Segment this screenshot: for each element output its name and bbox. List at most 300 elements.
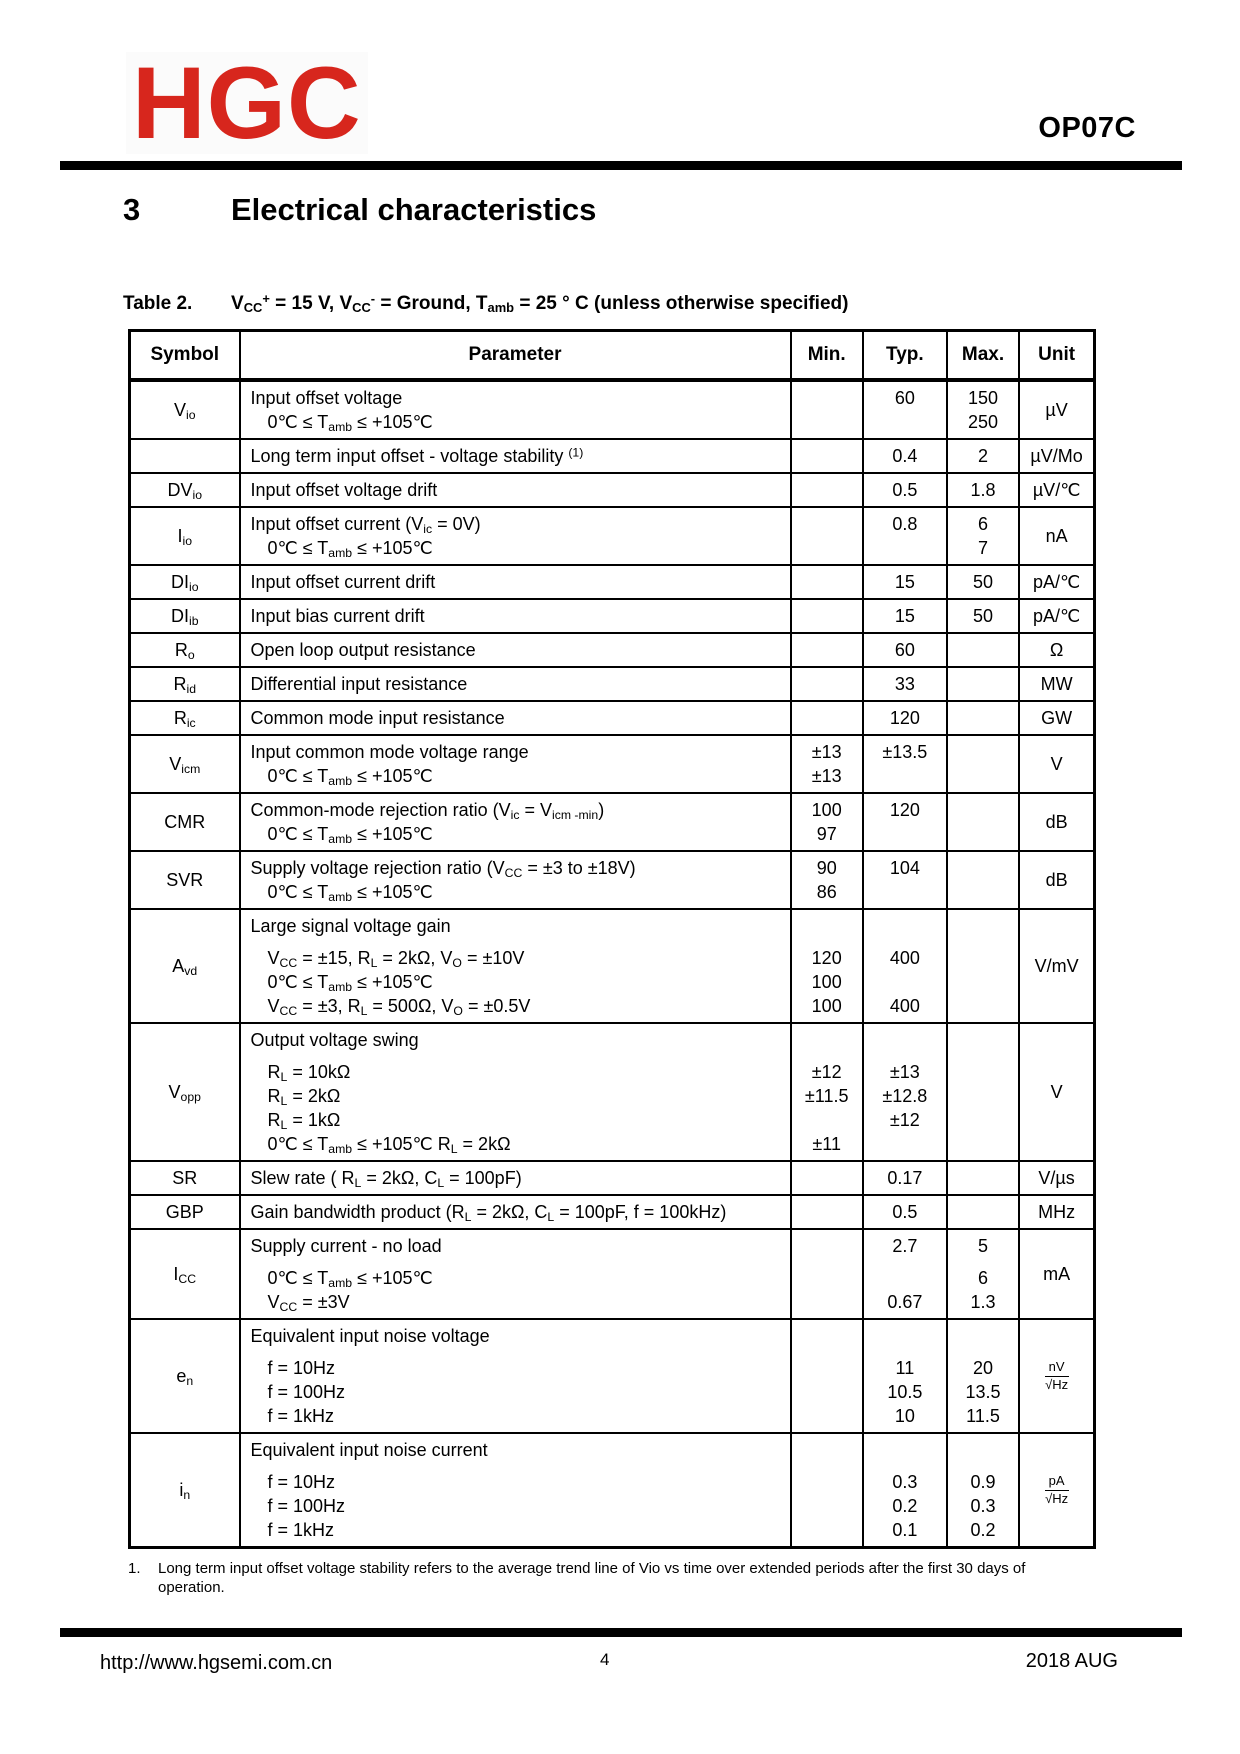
value-line xyxy=(795,1404,859,1428)
column-header-unit: Unit xyxy=(1019,331,1094,381)
value-line: ±11 xyxy=(812,1134,841,1154)
parameter-line: Input offset voltage xyxy=(250,388,403,408)
value-line xyxy=(951,822,1015,846)
unit-cell: GW xyxy=(1019,701,1094,735)
table-row xyxy=(130,1229,1095,1319)
parameter-line: 0℃ ≤ $T_{amb}$ ≤ +105℃ xyxy=(267,1268,433,1291)
max-cell xyxy=(947,701,1019,735)
unit-fraction: $\frac{nV}{√Hz}$ xyxy=(1045,1358,1069,1392)
parameter-cell xyxy=(240,1229,791,1319)
unit-cell: nA xyxy=(1019,507,1094,565)
parameter-line: 0℃ ≤ $T_{amb}$ ≤ +105℃ xyxy=(267,538,433,561)
table-row xyxy=(130,1319,1095,1433)
value-line xyxy=(795,512,859,536)
value-line xyxy=(795,570,859,594)
spec-table xyxy=(128,329,1096,1549)
min-cell xyxy=(791,439,863,473)
max-cell xyxy=(947,633,1019,667)
parameter-line: Large signal voltage gain xyxy=(250,916,451,936)
table-row xyxy=(130,507,1095,565)
unit-cell: µV/℃ xyxy=(1019,473,1094,507)
max-cell xyxy=(947,1433,1019,1548)
value-line: 250 xyxy=(968,412,999,432)
value-line: 7 xyxy=(978,538,989,558)
parameter-line: 0℃ ≤ $T_{amb}$ ≤ +105℃ xyxy=(267,972,433,995)
symbol-cell: $DI_{ib}$ xyxy=(130,599,240,633)
value-line: 0.5 xyxy=(892,1202,918,1222)
value-line: ±12 xyxy=(889,1110,920,1130)
typ-cell xyxy=(863,1229,947,1319)
min-cell xyxy=(791,1433,863,1548)
value-line xyxy=(951,946,1015,970)
value-line xyxy=(795,914,859,938)
footer-rule xyxy=(60,1628,1182,1637)
value-line: 100 xyxy=(811,972,842,992)
value-line xyxy=(867,536,943,560)
typ-cell xyxy=(863,1433,947,1548)
value-line: 11.5 xyxy=(966,1406,1000,1426)
parameter-cell xyxy=(240,1433,791,1548)
value-line: 0.1 xyxy=(892,1520,918,1540)
unit-cell: V/µs xyxy=(1019,1161,1094,1195)
unit-cell: MHz xyxy=(1019,1195,1094,1229)
table-row xyxy=(130,1161,1095,1195)
value-line: 20 xyxy=(973,1358,994,1378)
typ-cell xyxy=(863,473,947,507)
parameter-cell xyxy=(240,565,791,599)
symbol-cell: $V_{opp}$ xyxy=(130,1023,240,1161)
max-cell xyxy=(947,1229,1019,1319)
table-row xyxy=(130,380,1095,439)
column-header-typ: Typ. xyxy=(863,331,947,381)
value-line xyxy=(951,1084,1015,1108)
parameter-line: Equivalent input noise current xyxy=(250,1440,488,1460)
value-line: 0.5 xyxy=(892,480,918,500)
max-cell xyxy=(947,565,1019,599)
min-cell xyxy=(791,909,863,1023)
value-line xyxy=(795,1266,859,1290)
symbol-cell: $i_n$ xyxy=(130,1433,240,1548)
value-line xyxy=(795,410,859,434)
typ-cell xyxy=(863,1161,947,1195)
value-line xyxy=(867,410,943,434)
value-line xyxy=(951,970,1015,994)
max-cell xyxy=(947,793,1019,851)
table-row xyxy=(130,599,1095,633)
symbol-cell xyxy=(130,439,240,473)
unit-cell: mA xyxy=(1019,1229,1094,1319)
parameter-line: Supply current - no load xyxy=(250,1236,442,1256)
unit-cell xyxy=(1019,1433,1094,1548)
symbol-cell: $A_{vd}$ xyxy=(130,909,240,1023)
table-caption xyxy=(123,293,848,315)
value-line: 100 xyxy=(811,996,842,1016)
value-line: ±13 xyxy=(889,1062,920,1082)
max-cell xyxy=(947,507,1019,565)
value-line xyxy=(951,1200,1015,1224)
parameter-line: Common-mode rejection ratio $(V_{ic} = V_{icm -min})$ xyxy=(250,800,605,823)
value-line: 0.3 xyxy=(892,1472,918,1492)
footer-page-number: 4 xyxy=(600,1650,610,1669)
parameter-line: Output voltage swing xyxy=(250,1030,419,1050)
parameter-cell xyxy=(240,473,791,507)
typ-cell xyxy=(863,735,947,793)
typ-cell xyxy=(863,1319,947,1433)
value-line xyxy=(951,638,1015,662)
value-line: 0.2 xyxy=(970,1520,996,1540)
symbol-cell: $R_o$ xyxy=(130,633,240,667)
max-cell xyxy=(947,599,1019,633)
footnote xyxy=(128,1560,1096,1598)
symbol-cell: SR xyxy=(130,1161,240,1195)
typ-cell xyxy=(863,851,947,909)
parameter-line: f = 100Hz xyxy=(267,1496,346,1516)
max-cell xyxy=(947,1195,1019,1229)
table-area xyxy=(128,329,1096,1598)
max-cell xyxy=(947,439,1019,473)
parameter-cell xyxy=(240,1319,791,1433)
min-cell xyxy=(791,851,863,909)
symbol-cell: $V_{io}$ xyxy=(130,380,240,439)
value-line xyxy=(867,880,943,904)
value-line: 1.8 xyxy=(970,480,996,500)
parameter-line: f = 10Hz xyxy=(267,1472,336,1492)
value-line xyxy=(795,1470,859,1494)
value-line xyxy=(951,1060,1015,1084)
typ-cell xyxy=(863,439,947,473)
max-cell xyxy=(947,851,1019,909)
footer-url: http://www.hgsemi.com.cn xyxy=(100,1652,333,1674)
value-line: 50 xyxy=(973,606,994,626)
value-line xyxy=(795,1356,859,1380)
value-line xyxy=(951,856,1015,880)
column-header-min: Min. xyxy=(791,331,863,381)
unit-cell xyxy=(1019,1319,1094,1433)
value-line xyxy=(867,1324,943,1348)
min-cell xyxy=(791,633,863,667)
parameter-line: Gain bandwidth product ($R_L = 2k\Omega$, $C_L = 100pF$, f = 100kHz) xyxy=(250,1202,727,1225)
parameter-line: Input offset current $(V_{ic} = 0V)$ xyxy=(250,514,481,537)
value-line: 120 xyxy=(811,948,842,968)
table-header-row xyxy=(130,331,1095,381)
value-line xyxy=(795,604,859,628)
value-line xyxy=(867,822,943,846)
min-cell xyxy=(791,1229,863,1319)
unit-cell: pA/℃ xyxy=(1019,599,1094,633)
value-line xyxy=(951,672,1015,696)
max-cell xyxy=(947,473,1019,507)
value-line: 120 xyxy=(889,708,920,728)
value-line: 0.67 xyxy=(887,1292,923,1312)
parameter-line: 0℃ ≤ $T_{amb}$ ≤ +105℃ xyxy=(267,766,433,789)
max-cell xyxy=(947,380,1019,439)
parameter-cell xyxy=(240,507,791,565)
parameter-line: Long term input offset - voltage stability $^{(1)}$ xyxy=(250,445,584,466)
table-caption-label: Table 2. xyxy=(123,293,193,314)
value-line xyxy=(951,994,1015,1018)
typ-cell xyxy=(863,633,947,667)
value-line: 400 xyxy=(889,948,920,968)
unit-cell: dB xyxy=(1019,851,1094,909)
footnote-number: 1. xyxy=(128,1560,141,1577)
symbol-cell: $I_{io}$ xyxy=(130,507,240,565)
table-row xyxy=(130,851,1095,909)
value-line xyxy=(867,1438,943,1462)
value-line: 13.5 xyxy=(965,1382,1001,1402)
min-cell xyxy=(791,599,863,633)
parameter-cell xyxy=(240,909,791,1023)
value-line: 104 xyxy=(889,858,920,878)
max-cell xyxy=(947,1319,1019,1433)
parameter-line: $R_L = 2k\Omega$ xyxy=(267,1086,341,1109)
value-line: 1.3 xyxy=(970,1292,996,1312)
value-line: 120 xyxy=(889,800,920,820)
value-line: 150 xyxy=(968,388,999,408)
value-line: 6 xyxy=(978,1268,989,1288)
value-line: 10.5 xyxy=(887,1382,923,1402)
value-line: 0.3 xyxy=(970,1496,996,1516)
value-line: 0.17 xyxy=(887,1168,923,1188)
symbol-cell: CMR xyxy=(130,793,240,851)
table-row xyxy=(130,1023,1095,1161)
parameter-cell xyxy=(240,851,791,909)
value-line: 100 xyxy=(811,800,842,820)
max-cell xyxy=(947,909,1019,1023)
value-line xyxy=(795,1028,859,1052)
footer-date: 2018 AUG xyxy=(1025,1650,1118,1672)
min-cell xyxy=(791,1161,863,1195)
symbol-cell: $e_n$ xyxy=(130,1319,240,1433)
value-line xyxy=(795,672,859,696)
max-cell xyxy=(947,1161,1019,1195)
value-line: ±13 xyxy=(811,766,842,786)
parameter-line: Input offset voltage drift xyxy=(250,480,438,500)
column-header-max: Max. xyxy=(947,331,1019,381)
table-row xyxy=(130,793,1095,851)
column-header-parameter: Parameter xyxy=(240,331,791,381)
typ-cell xyxy=(863,1195,947,1229)
value-line: 86 xyxy=(816,882,837,902)
value-line xyxy=(951,1132,1015,1156)
spec-table-body xyxy=(130,380,1095,1548)
parameter-cell xyxy=(240,380,791,439)
value-line xyxy=(951,1028,1015,1052)
value-line xyxy=(795,444,859,468)
value-line xyxy=(795,638,859,662)
min-cell xyxy=(791,1319,863,1433)
table-caption-conditions: $V_{CC}^+ = 15$ V, $V_{CC}^-$ = Ground, $T_{amb} = 25$ ° C (unless otherwise specified) xyxy=(231,291,849,316)
value-line: 11 xyxy=(895,1358,915,1378)
value-line xyxy=(795,1166,859,1190)
value-line xyxy=(951,740,1015,764)
value-line xyxy=(867,1132,943,1156)
parameter-line: $R_L = 1k\Omega$ xyxy=(267,1110,341,1133)
value-line: ±12 xyxy=(811,1062,842,1082)
product-code: OP07C xyxy=(1038,112,1136,144)
unit-cell: µV xyxy=(1019,380,1094,439)
table-row xyxy=(130,735,1095,793)
value-line: 33 xyxy=(894,674,915,694)
symbol-cell: $I_{CC}$ xyxy=(130,1229,240,1319)
min-cell xyxy=(791,507,863,565)
max-cell xyxy=(947,1023,1019,1161)
max-cell xyxy=(947,667,1019,701)
value-line xyxy=(795,536,859,560)
parameter-cell xyxy=(240,701,791,735)
value-line xyxy=(867,970,943,994)
unit-cell: pA/℃ xyxy=(1019,565,1094,599)
table-row xyxy=(130,473,1095,507)
min-cell xyxy=(791,667,863,701)
min-cell xyxy=(791,380,863,439)
value-line xyxy=(867,1266,943,1290)
value-line: 2 xyxy=(978,446,989,466)
table-row xyxy=(130,1433,1095,1548)
value-line: 400 xyxy=(889,996,920,1016)
parameter-line: Common mode input resistance xyxy=(250,708,505,728)
parameter-line: 0℃ ≤ $T_{amb}$ ≤ +105℃ xyxy=(267,412,433,435)
header-rule xyxy=(60,161,1182,170)
value-line: 90 xyxy=(816,858,837,878)
parameter-line: 0℃ ≤ $T_{amb}$ ≤ +105℃ xyxy=(267,824,433,847)
company-logo: HGC xyxy=(126,52,368,154)
value-line: 15 xyxy=(894,572,915,592)
value-line xyxy=(951,1166,1015,1190)
parameter-line: 0℃ ≤ $T_{amb}$ ≤ +105℃ xyxy=(267,882,433,905)
value-line xyxy=(795,1324,859,1348)
parameter-cell xyxy=(240,1161,791,1195)
parameter-line: Slew rate ( $R_L = 2k\Omega$, $C_L = 100pF$) xyxy=(250,1168,522,1191)
value-line xyxy=(795,478,859,502)
symbol-cell: $DI_{io}$ xyxy=(130,565,240,599)
unit-cell: V xyxy=(1019,735,1094,793)
parameter-cell xyxy=(240,793,791,851)
unit-cell: Ω xyxy=(1019,633,1094,667)
min-cell xyxy=(791,793,863,851)
typ-cell xyxy=(863,793,947,851)
parameter-line: $V_{CC} = \pm 3$, $R_L = 500\Omega$, $V_O = \pm 0.5V$ xyxy=(267,996,531,1019)
parameter-line: Input bias current drift xyxy=(250,606,425,626)
section-number: 3 xyxy=(123,192,141,227)
typ-cell xyxy=(863,909,947,1023)
typ-cell xyxy=(863,1023,947,1161)
parameter-line: Input offset current drift xyxy=(250,572,436,592)
value-line xyxy=(951,1108,1015,1132)
value-line: ±11.5 xyxy=(804,1086,849,1106)
min-cell xyxy=(791,1195,863,1229)
value-line: 60 xyxy=(894,640,915,660)
value-line xyxy=(867,1028,943,1052)
value-line: 60 xyxy=(894,388,915,408)
value-line xyxy=(795,1200,859,1224)
symbol-cell: $R_{ic}$ xyxy=(130,701,240,735)
table-row xyxy=(130,909,1095,1023)
value-line: 5 xyxy=(978,1236,989,1256)
footnote-text: Long term input offset voltage stability refers to the average trend line of Vio vs time over extended periods after the first 30 days of operation. xyxy=(158,1560,1026,1596)
value-line xyxy=(951,1438,1015,1462)
parameter-cell xyxy=(240,1023,791,1161)
value-line: ±13.5 xyxy=(882,742,928,762)
unit-cell: V xyxy=(1019,1023,1094,1161)
section-heading xyxy=(123,192,596,228)
table-row xyxy=(130,633,1095,667)
symbol-cell: $DV_{io}$ xyxy=(130,473,240,507)
min-cell xyxy=(791,565,863,599)
value-line: ±13 xyxy=(811,742,842,762)
value-line xyxy=(795,1494,859,1518)
min-cell xyxy=(791,735,863,793)
parameter-cell xyxy=(240,633,791,667)
value-line: 2.7 xyxy=(892,1236,918,1256)
typ-cell xyxy=(863,599,947,633)
value-line xyxy=(951,764,1015,788)
parameter-line: 0℃ ≤ $T_{amb}$ ≤ +105℃ $R_L = 2k\Omega$ xyxy=(267,1134,511,1157)
value-line xyxy=(795,1290,859,1314)
value-line xyxy=(795,386,859,410)
table-row xyxy=(130,565,1095,599)
value-line xyxy=(795,1108,859,1132)
typ-cell xyxy=(863,667,947,701)
parameter-cell xyxy=(240,599,791,633)
value-line xyxy=(951,914,1015,938)
typ-cell xyxy=(863,565,947,599)
value-line: 0.8 xyxy=(892,514,918,534)
parameter-line: Equivalent input noise voltage xyxy=(250,1326,490,1346)
value-line xyxy=(795,1380,859,1404)
parameter-line: $R_L = 10k\Omega$ xyxy=(267,1062,351,1085)
parameter-line: f = 100Hz xyxy=(267,1382,346,1402)
table-row xyxy=(130,667,1095,701)
value-line xyxy=(867,914,943,938)
min-cell xyxy=(791,473,863,507)
unit-cell: MW xyxy=(1019,667,1094,701)
table-row xyxy=(130,701,1095,735)
value-line xyxy=(795,1234,859,1258)
parameter-cell xyxy=(240,1195,791,1229)
value-line: 50 xyxy=(973,572,994,592)
parameter-line: $V_{CC} = \pm 15$, $R_L = 2k\Omega$, $V_O = \pm 10V$ xyxy=(267,948,525,971)
value-line xyxy=(795,1518,859,1542)
parameter-line: f = 10Hz xyxy=(267,1358,336,1378)
value-line: 97 xyxy=(816,824,837,844)
value-line xyxy=(795,706,859,730)
value-line: 6 xyxy=(978,514,989,534)
value-line: 15 xyxy=(894,606,915,626)
column-header-symbol: Symbol xyxy=(130,331,240,381)
parameter-line: f = 1kHz xyxy=(267,1406,335,1426)
unit-cell: dB xyxy=(1019,793,1094,851)
symbol-cell: $R_{id}$ xyxy=(130,667,240,701)
parameter-cell xyxy=(240,735,791,793)
value-line: 0.4 xyxy=(892,446,918,466)
parameter-cell xyxy=(240,667,791,701)
typ-cell xyxy=(863,380,947,439)
value-line xyxy=(867,764,943,788)
parameter-cell xyxy=(240,439,791,473)
value-line: 0.9 xyxy=(970,1472,996,1492)
unit-cell: V/mV xyxy=(1019,909,1094,1023)
unit-cell: µV/Mo xyxy=(1019,439,1094,473)
parameter-line: Differential input resistance xyxy=(250,674,468,694)
table-row xyxy=(130,1195,1095,1229)
parameter-line: Supply voltage rejection ratio ($V_{CC} = \pm 3$ to ±18V) xyxy=(250,858,636,881)
value-line xyxy=(795,1438,859,1462)
value-line xyxy=(951,706,1015,730)
symbol-cell: GBP xyxy=(130,1195,240,1229)
parameter-line: $V_{CC} = \pm 3V$ xyxy=(267,1292,350,1315)
value-line xyxy=(951,798,1015,822)
value-line: ±12.8 xyxy=(882,1086,928,1106)
